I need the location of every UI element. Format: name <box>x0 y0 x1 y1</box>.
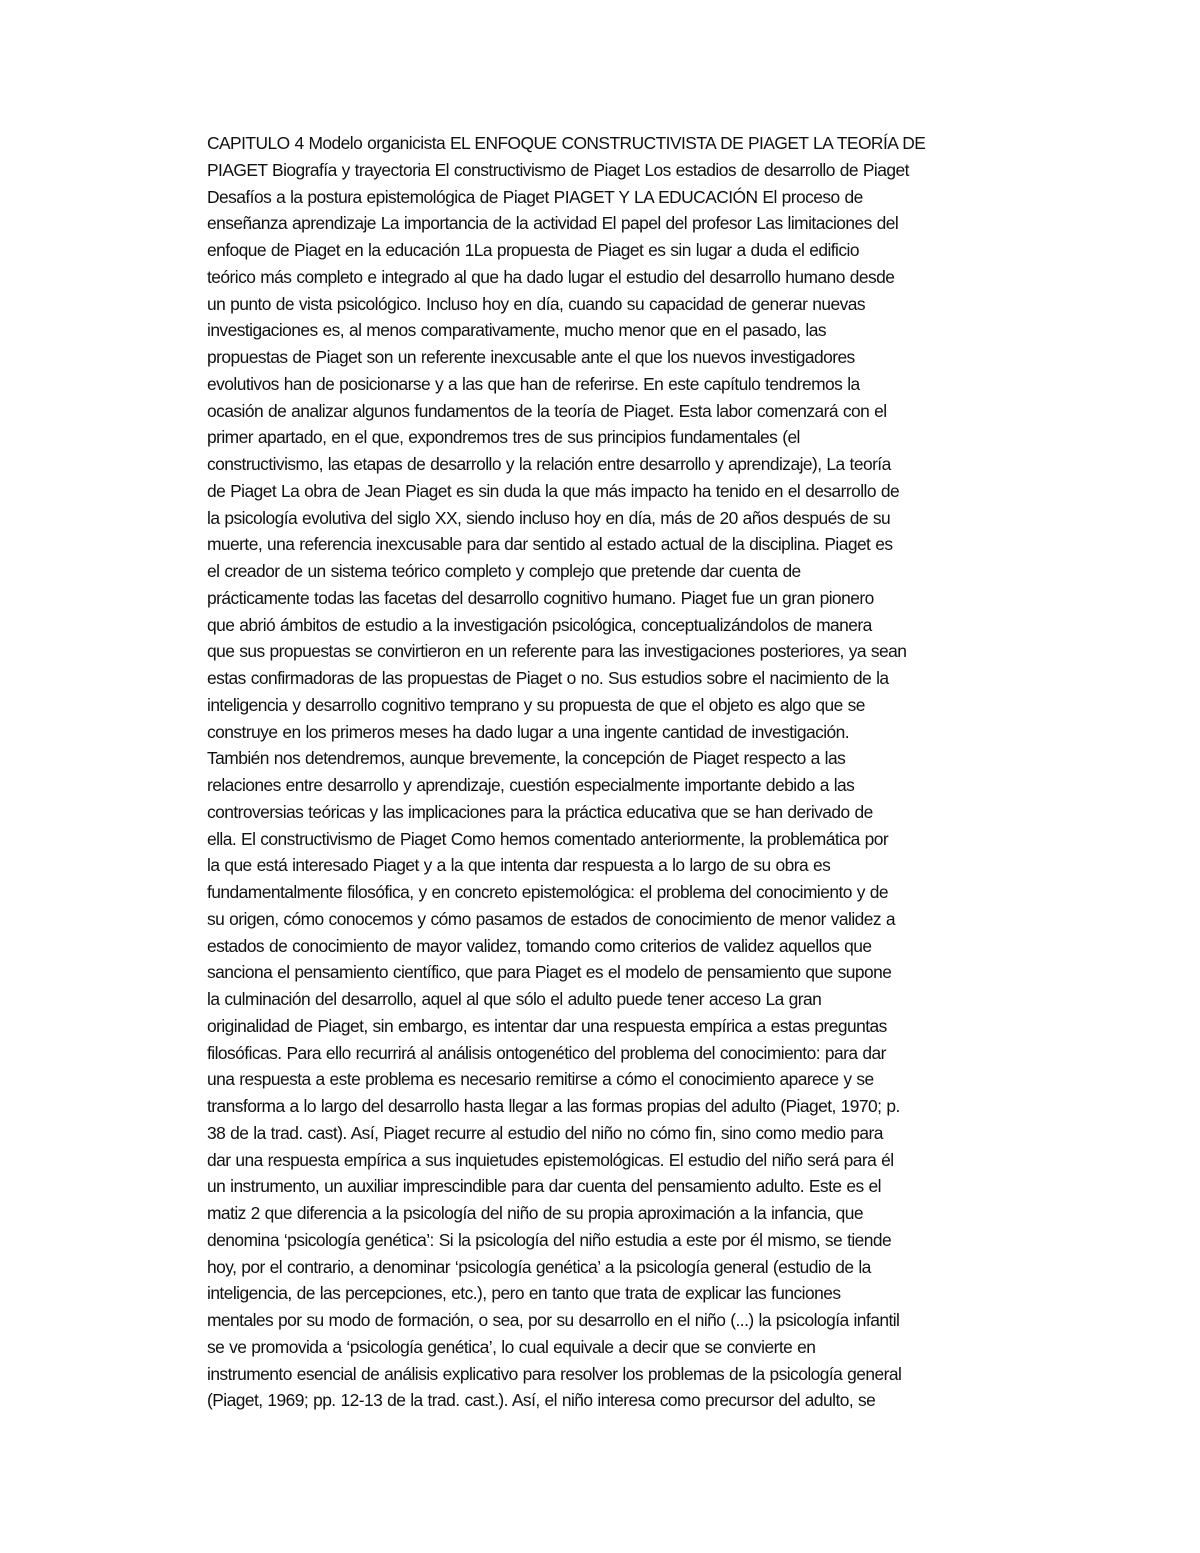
text-line: transforma a lo largo del desarrollo hasta llegar a las formas propias del adulto (Piaget, 1970; p. <box>207 1096 900 1116</box>
text-line: la psicología evolutiva del siglo XX, siendo incluso hoy en día, más de 20 años después de su <box>207 507 891 528</box>
text-line: propuestas de Piaget son un referente inexcusable ante el que los nuevos investigadores <box>207 347 855 367</box>
text-line: una respuesta a este problema es necesario remitirse a cómo el conocimiento aparece y se <box>207 1069 874 1090</box>
text-line: originalidad de Piaget, sin embargo, es intentar dar una respuesta empírica a estas preguntas <box>207 1015 887 1036</box>
text-line: su origen, cómo conocemos y cómo pasamos de estados de conocimiento de menor validez a <box>207 908 896 929</box>
document-body-text <box>207 130 997 1414</box>
text-line: estas confirmadoras de las propuestas de Piaget o no. Sus estudios sobre el nacimiento de la <box>207 668 889 688</box>
text-line: que abrió ámbitos de estudio a la investigación psicológica, conceptualizándolos de manera <box>207 614 872 635</box>
text-line: (Piaget, 1969; pp. 12-13 de la trad. cast.). Así, el niño interesa como precursor del adulto, se <box>207 1390 876 1411</box>
text-line: ella. El constructivismo de Piaget Como hemos comentado anteriormente, la problemática por <box>207 828 889 849</box>
text-line: muerte, una referencia inexcusable para dar sentido al estado actual de la disciplina. Piaget es <box>207 534 893 555</box>
text-line: enfoque de Piaget en la educación 1La propuesta de Piaget es sin lugar a duda el edificio <box>207 240 859 260</box>
text-line: constructivismo, las etapas de desarrollo y la relación entre desarrollo y aprendizaje), La teoría <box>207 454 891 474</box>
text-line: la que está interesado Piaget y a la que intenta dar respuesta a lo largo de su obra es <box>207 855 831 876</box>
text-line: evolutivos han de posicionarse y a las que han de referirse. En este capítulo tendremos la <box>207 373 860 394</box>
text-line: enseñanza aprendizaje La importancia de la actividad El papel del profesor Las limitaciones del <box>207 213 899 234</box>
text-line: Desafíos a la postura epistemológica de Piaget PIAGET Y LA EDUCACIÓN El proceso de <box>207 186 863 207</box>
text-line: filosóficas. Para ello recurrirá al análisis ontogenético del problema del conocimiento: para dar <box>207 1042 886 1063</box>
text-line: fundamentalmente filosófica, y en concreto epistemológica: el problema del conocimiento y de <box>207 882 889 902</box>
text-line: de Piaget La obra de Jean Piaget es sin duda la que más impacto ha tenido en el desarrollo de <box>207 480 900 501</box>
text-line: prácticamente todas las facetas del desarrollo cognitivo humano. Piaget fue un gran pionero <box>207 587 874 608</box>
text-line: se ve promovida a ‘psicología genética’, lo cual equivale a decir que se convierte en <box>207 1336 816 1357</box>
text-line: teórico más completo e integrado al que ha dado lugar el estudio del desarrollo humano desde <box>207 266 895 287</box>
text-line: la culminación del desarrollo, aquel al que sólo el adulto puede tener acceso La gran <box>207 989 822 1009</box>
text-line: ocasión de analizar algunos fundamentos de la teoría de Piaget. Esta labor comenzará con el <box>207 400 887 421</box>
text-line: inteligencia, de las percepciones, etc.), pero en tanto que trata de explicar las funciones <box>207 1283 841 1304</box>
text-line: construye en los primeros meses ha dado lugar a una ingente cantidad de investigación. <box>207 721 850 742</box>
text-line: estados de conocimiento de mayor validez, tomando como criterios de validez aquellos que <box>207 935 872 956</box>
text-line: matiz 2 que diferencia a la psicología del niño de su propia aproximación a la infancia, que <box>207 1203 864 1223</box>
text-line: controversias teóricas y las implicaciones para la práctica educativa que se han derivado de <box>207 801 873 822</box>
text-line: investigaciones es, al menos comparativamente, mucho menor que en el pasado, las <box>207 320 826 341</box>
text-line: 38 de la trad. cast). Así, Piaget recurre al estudio del niño no cómo fin, sino como medio para <box>207 1122 883 1143</box>
text-line: un instrumento, un auxiliar imprescindible para dar cuenta del pensamiento adulto. Este es el <box>207 1176 881 1197</box>
text-line: hoy, por el contrario, a denominar ‘psicología genética’ a la psicología general (estudio de la <box>207 1256 871 1277</box>
text-line: inteligencia y desarrollo cognitivo temprano y su propuesta de que el objeto es algo que se <box>207 694 865 715</box>
text-line: CAPITULO 4 Modelo organicista EL ENFOQUE CONSTRUCTIVISTA DE PIAGET LA TEORÍA DE <box>207 133 926 153</box>
text-line: denomina ‘psicología genética’: Si la psicología del niño estudia a este por él mismo, se tiende <box>207 1229 892 1250</box>
text-line: relaciones entre desarrollo y aprendizaje, cuestión especialmente importante debido a las <box>207 775 855 795</box>
text-line: mentales por su modo de formación, o sea, por su desarrollo en el niño (...) la psicología infantil <box>207 1310 900 1330</box>
text-line: que sus propuestas se convirtieron en un referente para las investigaciones posteriores, ya sean <box>207 641 907 662</box>
text-line: dar una respuesta empírica a sus inquietudes epistemológicas. El estudio del niño será para él <box>207 1149 894 1170</box>
text-line: un punto de vista psicológico. Incluso hoy en día, cuando su capacidad de generar nuevas <box>207 293 866 314</box>
text-line: instrumento esencial de análisis explicativo para resolver los problemas de la psicología general <box>207 1363 902 1384</box>
text-line: sanciona el pensamiento científico, que para Piaget es el modelo de pensamiento que supone <box>207 962 892 983</box>
text-line: el creador de un sistema teórico completo y complejo que pretende dar cuenta de <box>207 561 801 581</box>
text-line: primer apartado, en el que, expondremos tres de sus principios fundamentales (el <box>207 427 800 448</box>
text-line: PIAGET Biografía y trayectoria El constructivismo de Piaget Los estadios de desarrollo de Piaget <box>207 159 909 180</box>
text-line: También nos detendremos, aunque brevemente, la concepción de Piaget respecto a las <box>207 748 846 769</box>
